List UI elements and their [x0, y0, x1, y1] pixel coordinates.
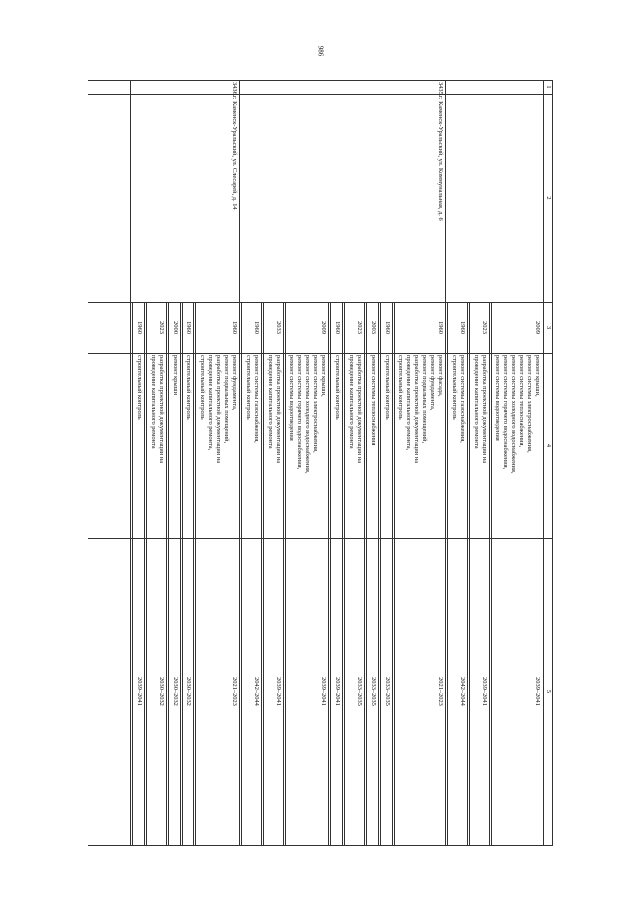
subrow-border-double [467, 302, 468, 845]
header-cell: 1 [545, 85, 552, 89]
year-cell: 1960 [135, 321, 143, 334]
works-cell [396, 353, 445, 538]
year-cell: 1960 [383, 321, 391, 334]
year-cell: 2023 [480, 321, 488, 334]
period-cell: 2033–2035 [383, 677, 391, 706]
record-number: 3436. [231, 82, 238, 97]
works-cell [134, 353, 144, 538]
header-cell: 2 [545, 196, 552, 200]
year-cell: 2033 [274, 321, 282, 334]
work-line: проведение капитального ремонта [149, 355, 157, 449]
period-cell: 2039–2041 [534, 677, 541, 706]
work-line: строительный контроль [199, 355, 207, 420]
header-cell: 3 [545, 325, 552, 330]
work-line: строительный контроль [334, 355, 341, 420]
work-line: проведение капитального ремонта [472, 355, 480, 449]
work-line: разработка проектной документации на [480, 355, 488, 464]
record-border [130, 80, 131, 845]
subrow-border [394, 302, 395, 845]
work-line: ремонт системы водоотведения [288, 355, 296, 441]
work-line: проведение капитального ремонта [347, 355, 355, 449]
work-line: проведение капитального ремонта [266, 355, 274, 449]
work-line: ремонт системы электроснабжения, [312, 355, 320, 453]
year-cell: 1960 [252, 321, 260, 334]
record-address: г. Каменск-Уральский, ул. Коммунальная, д. 6 [437, 96, 444, 221]
work-line: ремонт системы газоснабжения, [458, 355, 466, 443]
works-table [88, 80, 553, 845]
subrow-border [344, 302, 345, 845]
work-line: разработка проектной документации на [215, 355, 223, 464]
record-border [445, 80, 446, 845]
year-cell: 2009 [320, 321, 328, 334]
works-cell [368, 353, 378, 538]
year-cell: 1960 [185, 321, 193, 334]
subrow-border-double [194, 302, 195, 845]
subrow-border [380, 302, 381, 845]
subrow-border-double [283, 302, 284, 845]
subrow-border [263, 302, 264, 845]
work-line: проведение капитального ремонта, [405, 355, 413, 451]
record-address [540, 94, 542, 302]
period-cell: 2042–2044 [458, 677, 466, 706]
year-cell: 1960 [231, 321, 238, 334]
record-number [540, 80, 542, 94]
works-cell [243, 353, 261, 538]
work-line: ремонт системы горячего водоснабжения, [296, 355, 304, 470]
work-line: разработка проектной документации на [413, 355, 421, 464]
works-cell [170, 353, 180, 538]
year-cell: 2023 [157, 321, 165, 334]
period-cell: 2039–2041 [320, 677, 328, 706]
subrow-border-double [378, 302, 379, 845]
year-cell: 2000 [171, 321, 179, 334]
period-cell: 2042–2044 [252, 677, 260, 706]
works-cell [148, 353, 166, 538]
subrow-border-double [261, 302, 262, 845]
period-cell: 2039–2041 [274, 677, 282, 706]
column-border [88, 845, 553, 846]
work-line: ремонт системы газоснабжения, [252, 355, 260, 443]
works-cell [332, 353, 342, 538]
works-cell [449, 353, 467, 538]
subrow-border-double [342, 302, 343, 845]
subrow-border [330, 302, 331, 845]
subrow-border [182, 302, 183, 845]
subrow-border-double [392, 302, 393, 845]
works-cell [265, 353, 283, 538]
work-line: ремонт системы теплоснабжения [369, 355, 377, 446]
period-cell: 2039–2041 [135, 677, 143, 706]
subrow-border [241, 302, 242, 845]
work-line: разработка проектной документации на [355, 355, 363, 464]
subrow-border [168, 302, 169, 845]
subrow-border [366, 302, 367, 845]
work-line: строительный контроль [450, 355, 458, 420]
work-line: ремонт крыши, [534, 355, 541, 397]
top-border [552, 80, 553, 845]
page-number: 986 [316, 45, 324, 57]
work-line: ремонт крыши [171, 355, 179, 396]
header-cell: 5 [545, 689, 552, 694]
work-line: строительный контроль [244, 355, 252, 420]
subrow-border-double [489, 302, 490, 845]
subrow-border-double [144, 302, 145, 845]
works-cell [197, 353, 239, 538]
period-cell: 2030–2032 [157, 677, 165, 706]
works-cell [346, 353, 364, 538]
period-cell: 2030–2032 [185, 677, 193, 706]
period-cell: 2039–2041 [480, 677, 488, 706]
work-line: строительный контроль [135, 355, 143, 420]
period-cell: 2039–2041 [334, 677, 341, 706]
record-border [239, 80, 240, 845]
year-cell: 1960 [334, 321, 341, 334]
works-cell [471, 353, 489, 538]
work-line: ремонт фундамента, [429, 355, 437, 411]
work-line: ремонт системы холодного водоснабжения, [304, 355, 312, 474]
period-cell: 2021–2023 [231, 677, 238, 706]
period-cell: 2030–2032 [171, 677, 179, 706]
work-line: ремонт подвальных помещений, [223, 355, 231, 444]
period-cell: 2021–2023 [437, 677, 444, 706]
column-border [88, 94, 553, 95]
column-border [88, 80, 553, 81]
record-address: г. Каменск-Уральский, ул. Слесарей, д. 14 [231, 96, 238, 210]
subrow-border [285, 302, 286, 845]
work-line: ремонт фасада, [437, 355, 444, 397]
work-line: ремонт системы холодного водоснабжения, [510, 355, 518, 474]
subrow-border [491, 302, 492, 845]
subrow-border-double [166, 302, 167, 845]
subrow-border [447, 302, 448, 845]
period-cell: 2033–2035 [369, 677, 377, 706]
subrow-border-double [364, 302, 365, 845]
work-line: ремонт системы водоотведения [494, 355, 502, 441]
works-cell [287, 353, 329, 538]
work-line: строительный контроль [185, 355, 193, 420]
work-line: ремонт системы электроснабжения, [526, 355, 534, 453]
works-cell [184, 353, 194, 538]
subrow-border [132, 302, 133, 845]
header-border [543, 80, 544, 845]
work-line: строительный контроль [383, 355, 391, 420]
work-line: разработка проектной документации на [157, 355, 165, 464]
subrow-border [146, 302, 147, 845]
subrow-border [196, 302, 197, 845]
work-line: разработка проектной документации на [274, 355, 282, 464]
year-cell: 1960 [437, 321, 444, 334]
rotated-table-container [88, 80, 553, 845]
work-line: ремонт подвальных помещений, [421, 355, 429, 444]
works-cell [382, 353, 392, 538]
header-cell: 4 [545, 443, 552, 448]
subrow-border-double [180, 302, 181, 845]
period-cell: 2033–2035 [355, 677, 363, 706]
subrow-border-double [328, 302, 329, 845]
work-line: ремонт системы теплоснабжения, [518, 355, 526, 448]
year-cell: 2023 [355, 321, 363, 334]
year-cell: 2003 [369, 321, 377, 334]
work-line: ремонт системы горячего водоснабжения, [502, 355, 510, 470]
year-cell: 2009 [534, 321, 541, 334]
work-line: ремонт фундамента, [231, 355, 238, 411]
work-line: ремонт крыши, [320, 355, 328, 397]
works-cell [493, 353, 542, 538]
year-cell: 1960 [458, 321, 466, 334]
work-line: проведение капитального ремонта, [207, 355, 215, 451]
record-number: 3435. [437, 82, 444, 97]
work-line: строительный контроль [397, 355, 405, 420]
subrow-border [469, 302, 470, 845]
